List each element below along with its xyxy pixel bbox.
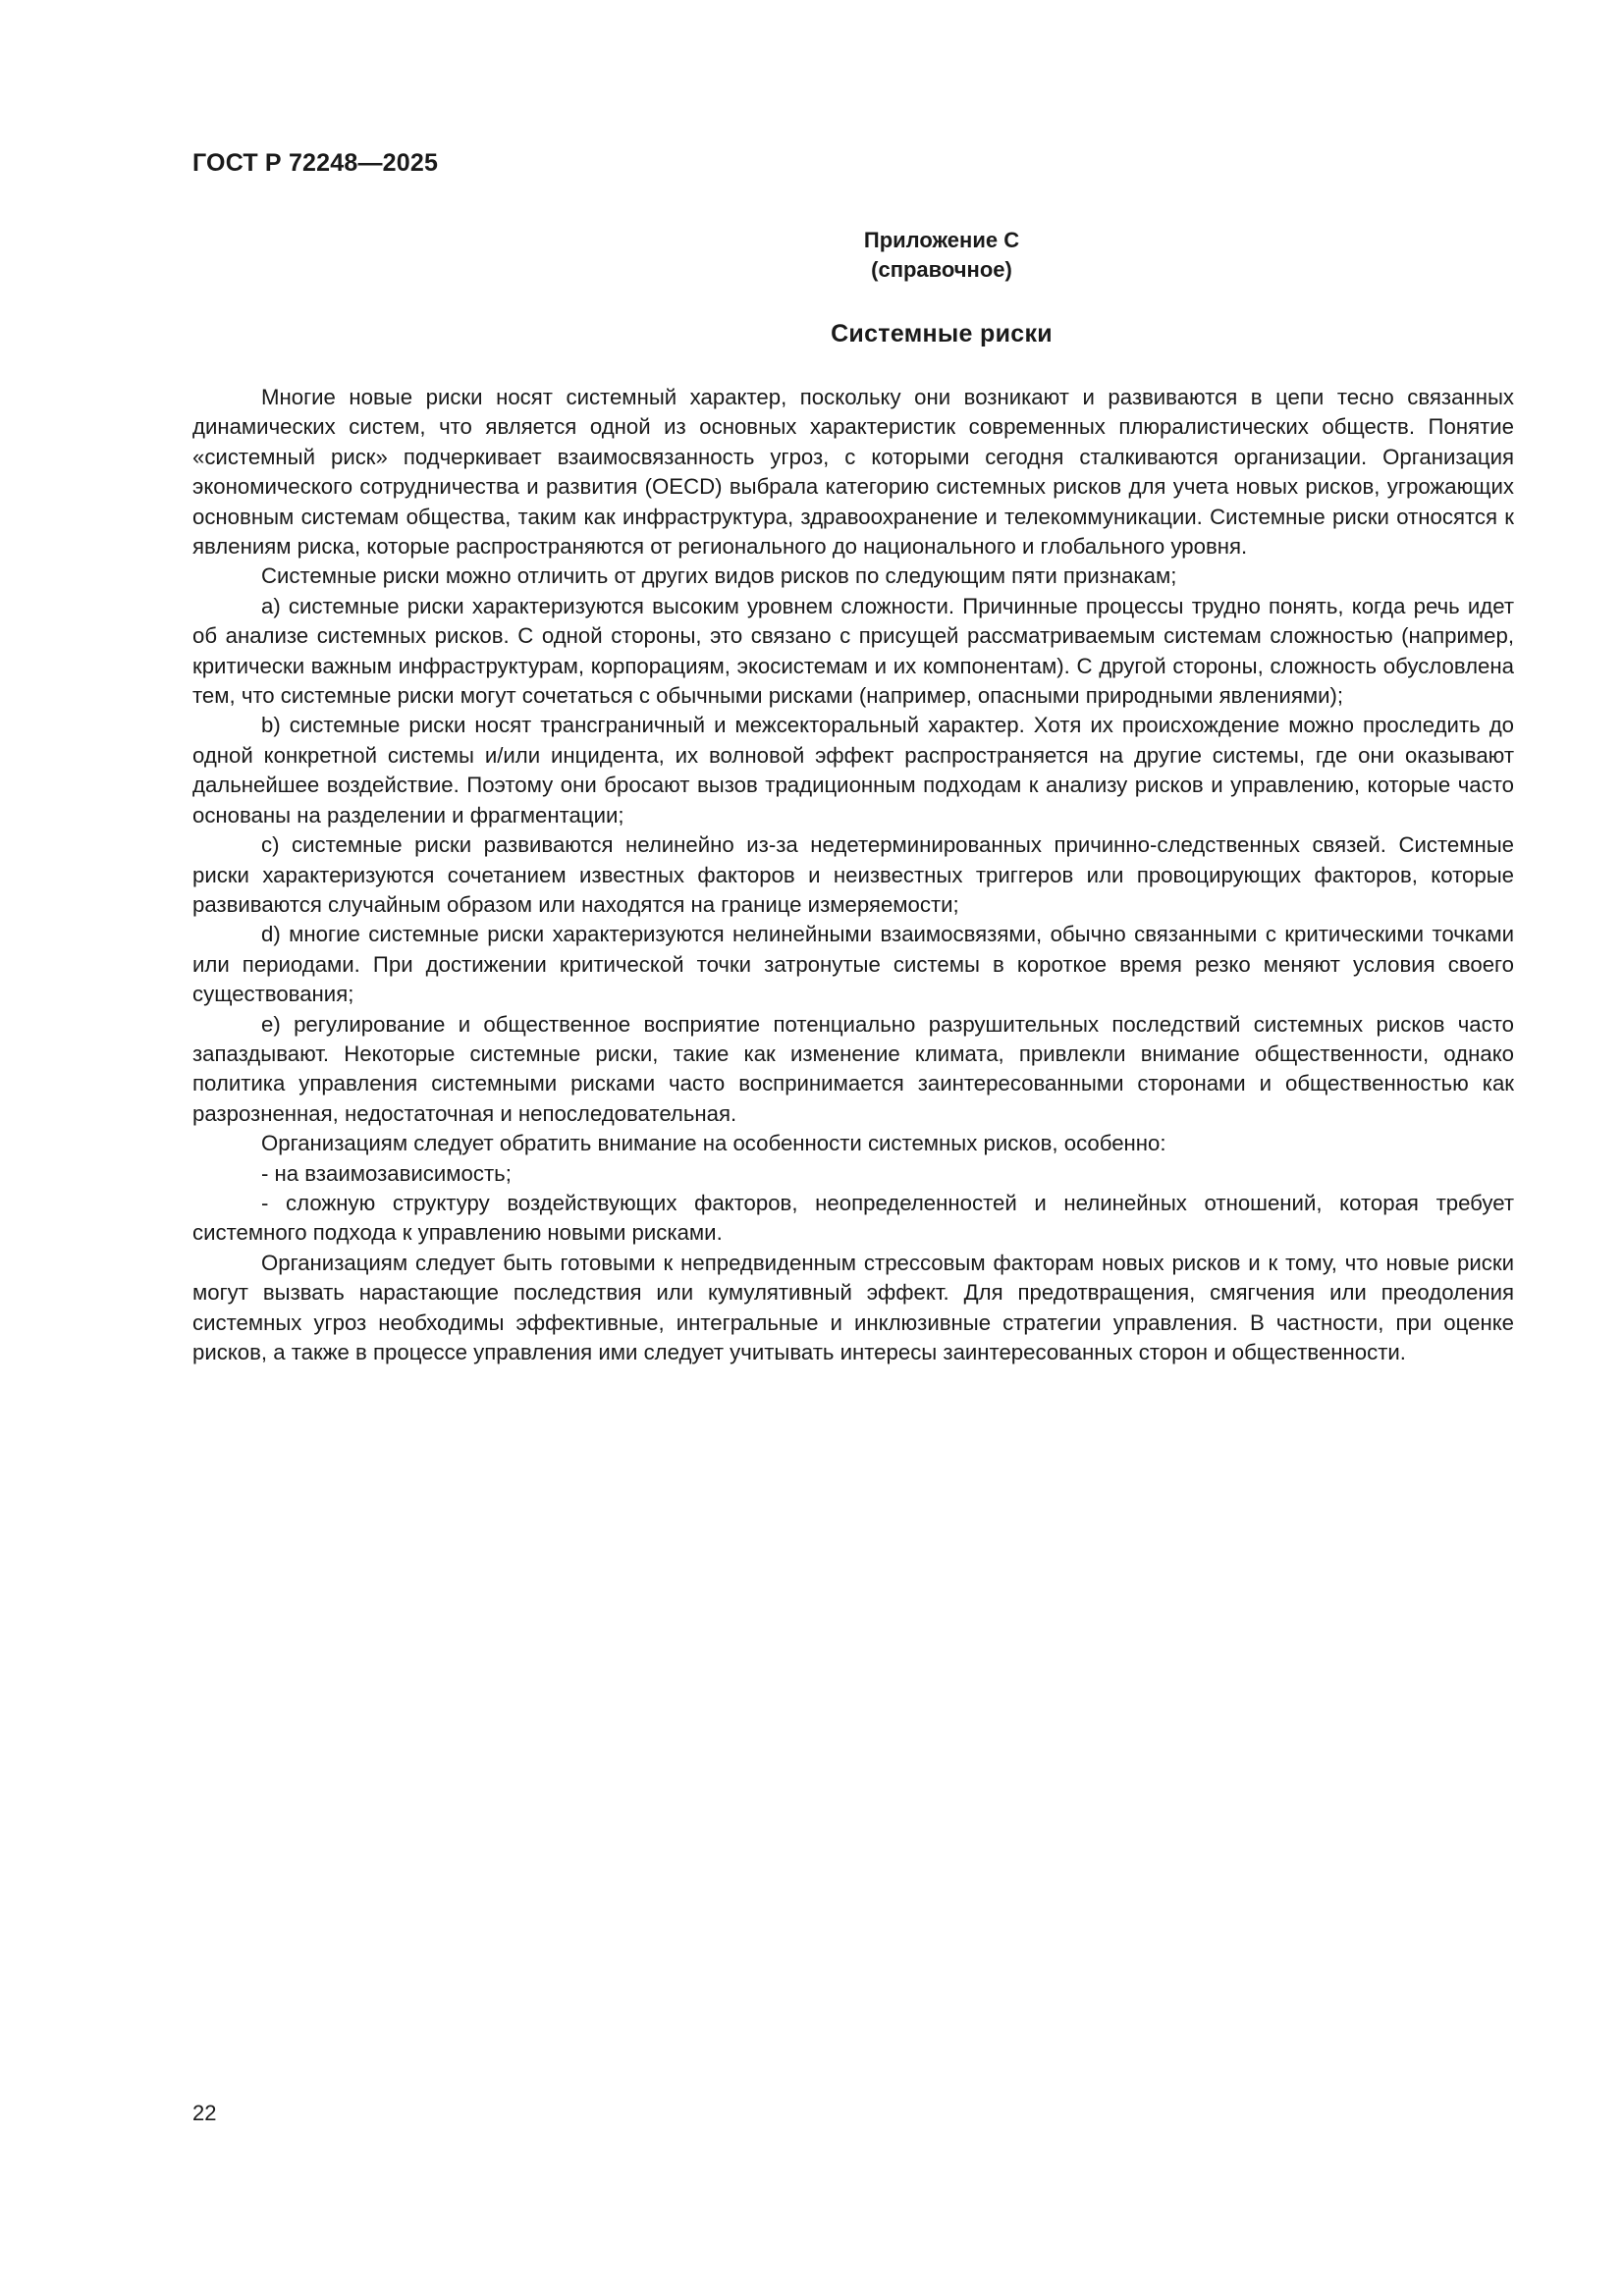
standard-id-header: ГОСТ Р 72248—2025 xyxy=(192,149,439,177)
list-item-c: с) системные риски развиваются нелинейно из-за недетерминированных причинно-следственных связей. Системные риски характеризуются сочетанием известных факторов и неизвестных триггеров или провоцирующих факторов, которые развиваются случайным образом или находятся на границе измеряемости; xyxy=(192,832,1514,917)
annex-label: Приложение С xyxy=(863,228,1020,252)
annex-title: Системные риски xyxy=(831,320,1053,347)
annex-heading xyxy=(192,226,1514,349)
list-item-b: b) системные риски носят трансграничный и межсекторальный характер. Хотя их происхождение можно проследить до одной конкретной системы и/или инцидента, их волновой эффект распространяется на другие системы, где они оказывают дальнейшее воздействие. Поэтому они бросают вызов традиционным подходам к анализу рисков и управлению, которые часто основаны на разделении и фрагментации; xyxy=(192,713,1514,828)
list-item-a: а) системные риски характеризуются высоким уровнем сложности. Причинные процессы трудно понять, когда речь идет об анализе системных рисков. С одной стороны, это связано с присущей рассматриваемым системам сложностью (например, критически важным инфраструктурам, корпорациям, экосистемам и их компонентам). С другой стороны, сложность обусловлена тем, что системные риски могут сочетаться с обычными рисками (например, опасными природными явлениями); xyxy=(192,593,1514,709)
paragraph-intro: Многие новые риски носят системный характер, поскольку они возникают и развиваются в цепи тесно связанных динамических систем, что является одной из основных характеристик современных плюралистических обществ. Понятие «системный риск» подчеркивает взаимосвязанность угроз, с которыми сегодня сталкиваются организации. Организация экономического сотрудничества и развития (OECD) выбрала категорию системных рисков для учета новых рисков, угрожающих основным системам общества, таким как инфраструктура, здравоохранение и телекоммуникации. Системные риски относятся к явлениям риска, которые распространяются от регионального до национального и глобального уровня. xyxy=(192,385,1514,560)
list-item-d: d) многие системные риски характеризуются нелинейными взаимосвязями, обычно связанными с критическими точками или периодами. При достижении критической точки затронутые системы в короткое время резко меняют условия своего существования; xyxy=(192,922,1514,1007)
list-item-e: е) регулирование и общественное восприятие потенциально разрушительных последствий системных рисков часто запаздывают. Некоторые системные риски, такие как изменение климата, привлекли внимание общественности, однако политика управления системными рисками часто воспринимается заинтересованными сторонами и общественностью как разрозненная, недостаточная и непоследовательная. xyxy=(192,1011,1514,1126)
paragraph-conclusion: Организациям следует быть готовыми к непредвиденным стрессовым факторам новых рисков и к тому, что новые риски могут вызвать нарастающие последствия или кумулятивный эффект. Для предотвращения, смягчения или преодоления системных угроз необходимы эффективные, интегральные и инклюзивные стратегии управления. В частности, при оценке рисков, а также в процессе управления ими следует учитывать интересы заинтересованных сторон и общественности. xyxy=(192,1250,1514,1364)
paragraph-features-lead: Организациям следует обратить внимание на особенности системных рисков, особенно: xyxy=(261,1131,1166,1156)
paragraph-criteria-lead: Системные риски можно отличить от других видов рисков по следующим пяти признакам; xyxy=(261,563,1177,589)
document-body xyxy=(192,383,1514,1367)
annex-type: (справочное) xyxy=(871,257,1012,282)
dash-item-structure: - сложную структуру воздействующих факторов, неопределенностей и нелинейных отношений, которая требует системного подхода к управлению новыми рисками. xyxy=(192,1190,1514,1246)
dash-item-interdependence: - на взаимозависимость; xyxy=(261,1160,512,1186)
page-number: 22 xyxy=(192,2101,217,2125)
